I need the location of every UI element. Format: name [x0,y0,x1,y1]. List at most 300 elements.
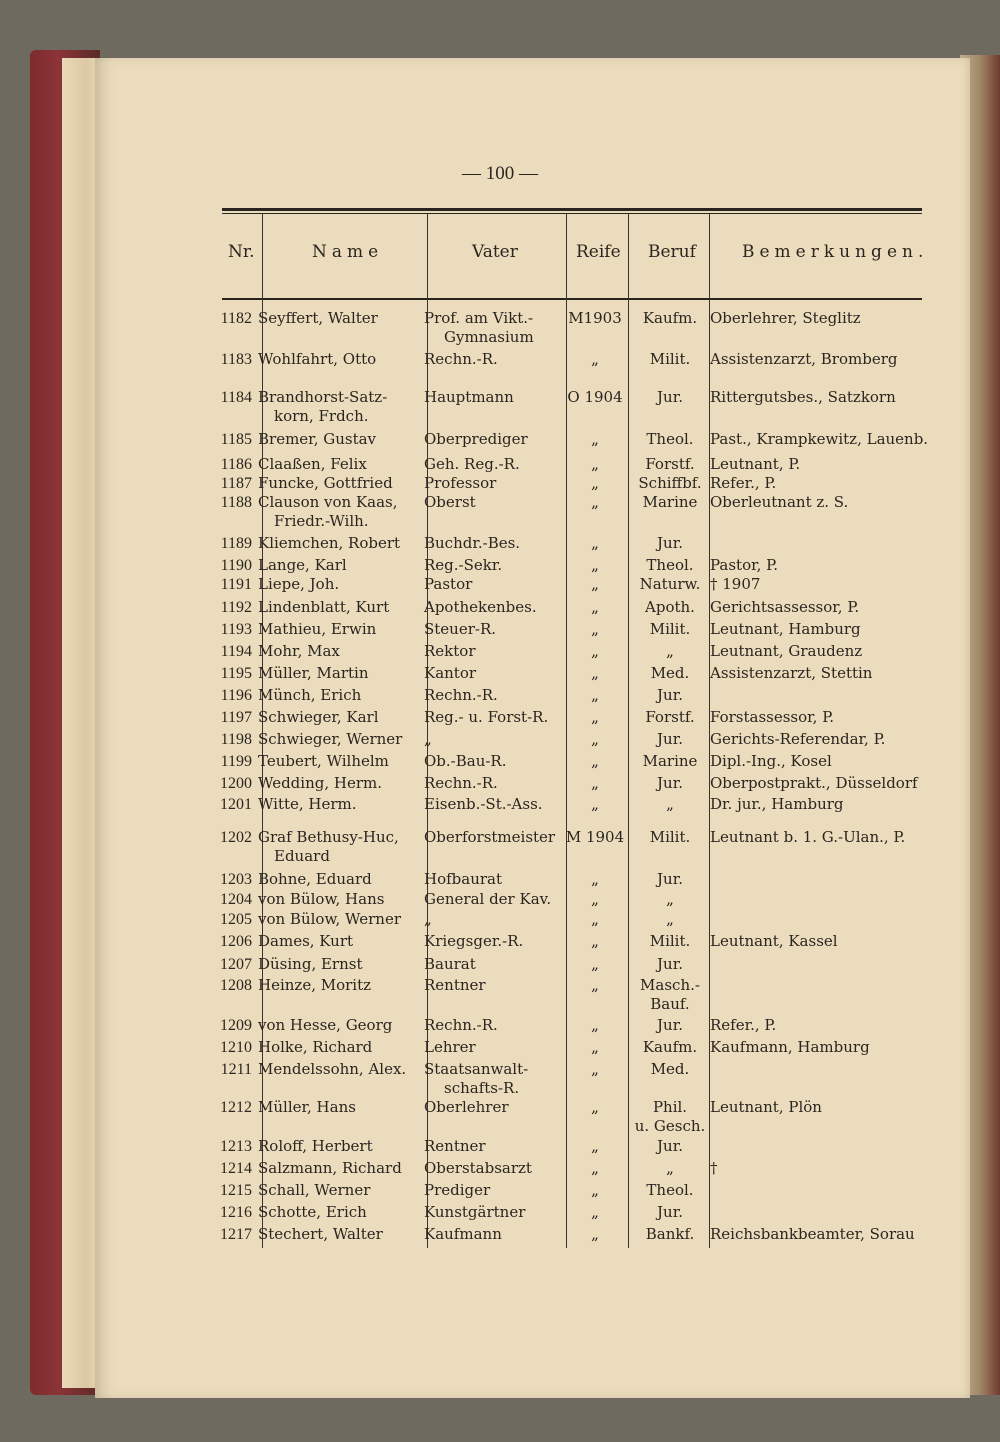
row-reife-text: „ [591,642,599,660]
table-row [0,1137,1000,1157]
row-name-text: Roloff, Herbert [258,1137,373,1155]
row-father-text: Oberlehrer [424,1098,509,1116]
row-father-text: General der Kav. [424,890,552,908]
header-beruf: Beruf [648,242,696,262]
row-father [424,1137,486,1156]
row-reife-text: „ [591,620,599,638]
row-reife [562,828,628,847]
row-occupation [630,870,710,889]
row-number-text: 1184 [220,389,252,406]
row-father-text: Rentner [424,976,486,994]
row-reife-text: „ [591,1181,599,1199]
row-number-text: 1204 [220,891,252,908]
row-remarks [710,642,862,661]
row-father-text: „ [424,910,432,928]
row-remarks [710,1098,822,1117]
row-number-text: 1214 [220,1160,252,1177]
row-reife [562,1203,628,1222]
row-number-text: 1183 [220,351,252,368]
row-father-text: Prediger [424,1181,491,1199]
row-occupation-text: Theol. [646,430,694,448]
row-father [424,795,543,814]
row-number-text: 1209 [220,1017,252,1034]
row-occupation [630,686,710,705]
row-name [258,534,400,553]
table-row [0,493,1000,530]
row-remarks-text: Dr. jur., Hamburg [710,795,844,813]
row-father [424,474,496,493]
row-remarks-text: Oberpostprakt., Düsseldorf [710,774,918,792]
row-name [258,664,369,683]
row-father-text: Lehrer [424,1038,476,1056]
row-occupation [630,1203,710,1222]
row-number [200,309,252,328]
row-number [200,388,252,407]
row-name-text: Witte, Herm. [258,795,357,813]
row-father-text: Kriegsger.-R. [424,932,524,950]
row-remarks-text: Leutnant b. 1. G.-Ulan., P. [710,828,906,846]
table-row [0,1060,1000,1097]
row-father-continuation: schafts-R. [444,1079,520,1097]
table-row [0,1181,1000,1201]
row-occupation-text: Masch.- [640,976,700,994]
row-remarks [710,309,861,328]
row-occupation [630,1159,710,1178]
row-name-text: Schotte, Erich [258,1203,367,1221]
row-father [424,1181,490,1200]
row-number-text: 1205 [220,911,252,928]
row-remarks [710,1016,776,1035]
row-remarks-text: Assistenzarzt, Stettin [710,664,873,682]
row-number-text: 1192 [220,599,252,616]
row-reife [562,1038,628,1057]
row-name-text: Stechert, Walter [258,1225,383,1243]
row-remarks [710,388,896,407]
row-name-text: Salzmann, Richard [258,1159,402,1177]
row-reife [562,350,628,369]
row-occupation [630,620,710,639]
table-row [0,430,1000,450]
row-father-text: Buchdr.-Bes. [424,534,521,552]
row-reife [562,534,628,553]
row-occupation [630,430,710,449]
row-number-text: 1196 [220,687,252,704]
row-name-text: Liepe, Joh. [258,575,340,593]
row-number-text: 1186 [220,456,252,473]
table-row [0,955,1000,975]
row-father [424,388,514,407]
table-row [0,708,1000,728]
row-number [200,910,252,929]
table-row [0,730,1000,750]
row-number-text: 1210 [220,1039,252,1056]
row-father [424,828,555,847]
row-occupation-text: Jur. [657,870,683,888]
row-name-text: Wohlfahrt, Otto [258,350,377,368]
row-number [200,870,252,889]
row-number-text: 1217 [220,1226,252,1243]
row-father [424,309,534,347]
row-reife [562,686,628,705]
row-father-text: Rektor [424,642,476,660]
row-remarks-text: Leutnant, P. [710,455,801,473]
row-occupation [630,1016,710,1035]
row-reife-text: „ [591,686,599,704]
row-name [258,1016,392,1035]
row-number [200,1060,252,1079]
row-occupation-text: Jur. [657,1203,683,1221]
row-reife-text: „ [591,575,599,593]
row-remarks-text: † 1907 [710,575,761,593]
header-vater: Vater [472,242,518,262]
row-number-text: 1203 [220,871,252,888]
row-reife-text: „ [591,976,599,994]
row-father [424,1203,525,1222]
row-name [258,430,376,449]
row-number [200,455,252,474]
row-name [258,309,378,328]
row-remarks-text: Gerichts-Referendar, P. [710,730,886,748]
row-occupation [630,752,710,771]
row-occupation [630,575,710,594]
row-number [200,575,252,594]
row-reife-text: „ [591,598,599,616]
row-name-text: Mohr, Max [258,642,340,660]
row-reife-text: „ [591,493,599,511]
row-occupation [630,309,710,328]
row-occupation [630,795,710,814]
row-occupation [630,598,710,617]
row-name-text: Müller, Martin [258,664,369,682]
row-reife [562,1137,628,1156]
row-reife-text: „ [591,664,599,682]
row-name-continuation: korn, Frdch. [274,407,369,425]
row-remarks [710,752,832,771]
row-name-text: Wedding, Herm. [258,774,382,792]
row-number [200,1137,252,1156]
row-name-text: Schwieger, Werner [258,730,403,748]
row-name-text: Holke, Richard [258,1038,373,1056]
table-row [0,686,1000,706]
table-row [0,556,1000,576]
row-reife [562,890,628,909]
table-row [0,664,1000,684]
row-reife-text: M 1904 [565,828,625,846]
row-occupation [630,976,710,1014]
row-number [200,1098,252,1117]
row-remarks-text: Gerichtsassessor, P. [710,598,860,616]
row-reife [562,910,628,929]
row-name [258,955,363,974]
row-name-text: Graf Bethusy-Huc, [258,828,399,846]
row-father-text: Pastor [424,575,473,593]
row-number [200,708,252,727]
row-reife-text: „ [591,1159,599,1177]
row-reife [562,575,628,594]
table-row [0,976,1000,1013]
row-name [258,1181,370,1200]
row-remarks [710,556,778,575]
row-father [424,642,476,661]
row-father [424,870,502,889]
row-remarks [710,575,760,594]
row-remarks-text: Rittergutsbes., Satzkorn [710,388,896,406]
row-reife [562,1060,628,1079]
row-remarks [710,493,848,512]
row-occupation [630,556,710,575]
row-name [258,642,340,661]
row-name-text: Funcke, Gottfried [258,474,393,492]
row-number-text: 1193 [220,621,252,638]
row-number [200,556,252,575]
row-occupation-text: Marine [642,493,698,511]
row-father-text: Reg.- u. Forst-R. [424,708,549,726]
row-number [200,730,252,749]
row-father-text: Oberprediger [424,430,528,448]
row-remarks-text: Oberleutnant z. S. [710,493,849,511]
row-occupation-text: Milit. [649,828,691,846]
row-occupation-text: Jur. [657,1137,683,1155]
row-father [424,455,520,474]
row-number-text: 1212 [220,1099,252,1116]
row-name-text: Brandhorst-Satz- [258,388,388,406]
header-bemerkungen: Bemerkungen. [742,242,929,262]
row-remarks [710,350,897,369]
row-number [200,493,252,512]
table-row [0,534,1000,554]
row-reife-text: „ [591,534,599,552]
row-father [424,598,537,617]
table-row [0,870,1000,890]
row-reife-text: „ [591,910,599,928]
row-remarks-text: Past., Krampkewitz, Lauenb. [710,430,929,448]
table-row [0,932,1000,952]
row-number [200,598,252,617]
row-name-text: Seyffert, Walter [258,309,378,327]
row-reife-text: „ [591,556,599,574]
row-father [424,890,551,909]
row-occupation-text: „ [666,795,674,813]
row-number-text: 1190 [220,557,252,574]
row-father-text: „ [424,730,432,748]
row-name-text: Münch, Erich [258,686,362,704]
row-name [258,730,402,749]
row-remarks [710,455,800,474]
row-reife-text: „ [591,752,599,770]
row-number-text: 1185 [220,431,252,448]
row-name-text: Lange, Karl [258,556,347,574]
row-reife-text: „ [591,708,599,726]
row-reife-text: „ [591,730,599,748]
row-name-text: Kliemchen, Robert [258,534,401,552]
row-father [424,350,498,369]
row-occupation [630,534,710,553]
row-name-text: Schwieger, Karl [258,708,379,726]
row-father-text: Kunstgärtner [424,1203,526,1221]
row-father-text: Rechn.-R. [424,686,498,704]
row-remarks-text: Kaufmann, Hamburg [710,1038,870,1056]
row-reife [562,430,628,449]
table-row [0,828,1000,865]
row-name-text: Bohne, Eduard [258,870,372,888]
row-reife [562,620,628,639]
row-number-text: 1189 [220,535,252,552]
row-father-text: Kantor [424,664,477,682]
row-reife-text: „ [591,1060,599,1078]
row-reife [562,1159,628,1178]
row-father [424,752,507,771]
row-reife [562,664,628,683]
row-reife [562,795,628,814]
row-reife [562,955,628,974]
table-row [0,774,1000,794]
row-remarks-text: Leutnant, Hamburg [710,620,861,638]
row-reife [562,1016,628,1035]
table-row [0,1098,1000,1135]
row-name-text: Mathieu, Erwin [258,620,377,638]
row-remarks-text: Leutnant, Graudenz [710,642,863,660]
row-reife [562,774,628,793]
row-name-text: von Hesse, Georg [258,1016,393,1034]
row-father-text: Ob.-Bau-R. [424,752,507,770]
row-number [200,828,252,847]
row-occupation-text: „ [666,642,674,660]
row-reife [562,932,628,951]
row-number-text: 1202 [220,829,252,846]
table-row [0,1159,1000,1179]
row-occupation-text: Bankf. [645,1225,695,1243]
row-occupation [630,664,710,683]
row-occupation [630,828,710,847]
table-row [0,642,1000,662]
row-occupation-text: Kaufm. [642,1038,698,1056]
row-occupation-continuation: Bauf. [650,995,690,1013]
row-reife-text: „ [591,955,599,973]
row-reife [562,870,628,889]
row-father [424,1016,498,1035]
row-father-text: Rechn.-R. [424,1016,498,1034]
row-number-text: 1198 [220,731,252,748]
row-reife [562,708,628,727]
row-occupation [630,774,710,793]
row-occupation [630,1098,710,1136]
row-name [258,556,347,575]
row-father-continuation: Gymnasium [444,328,534,346]
row-occupation-text: Marine [642,752,698,770]
table-row [0,1203,1000,1223]
row-remarks-text: Refer., P. [710,474,777,492]
row-reife-text: „ [591,870,599,888]
row-name-text: Heinze, Moritz [258,976,372,994]
row-father [424,976,486,995]
row-name [258,455,367,474]
table-row [0,1016,1000,1036]
table-row [0,474,1000,494]
row-number-text: 1199 [220,753,252,770]
row-name [258,575,339,594]
row-reife [562,309,628,328]
row-reife [562,1181,628,1200]
row-name-text: Teubert, Wilhelm [258,752,389,770]
row-remarks-text: Leutnant, Plön [710,1098,822,1116]
row-father [424,620,496,639]
row-name [258,1038,372,1057]
row-number [200,1016,252,1035]
row-number-text: 1206 [220,933,252,950]
row-name-continuation: Eduard [274,847,330,865]
row-reife-text: „ [591,455,599,473]
row-occupation-text: Milit. [649,932,691,950]
row-number [200,620,252,639]
row-remarks [710,474,776,493]
row-number [200,474,252,493]
row-remarks [710,828,905,847]
row-name [258,795,357,814]
table-row [0,598,1000,618]
row-reife [562,493,628,512]
row-occupation [630,493,710,512]
row-number-text: 1216 [220,1204,252,1221]
row-occupation-text: Med. [650,664,690,682]
row-occupation [630,1060,710,1079]
row-occupation [630,455,710,474]
row-remarks [710,795,844,814]
row-number-text: 1188 [220,494,252,511]
row-occupation [630,350,710,369]
table-row [0,890,1000,910]
row-name-text: Düsing, Ernst [258,955,363,973]
top-rule-thin [222,213,922,214]
row-reife-text: O 1904 [567,388,623,406]
row-number [200,534,252,553]
row-number-text: 1213 [220,1138,252,1155]
row-number [200,350,252,369]
row-father-text: Staatsanwalt- [424,1060,529,1078]
row-name [258,932,353,951]
row-number [200,686,252,705]
table-row [0,575,1000,595]
row-name [258,1098,356,1117]
row-occupation-text: Phil. [652,1098,688,1116]
row-name [258,474,393,493]
row-name [258,620,376,639]
row-remarks-text: † [710,1159,718,1177]
table-row [0,1038,1000,1058]
row-number-text: 1187 [220,475,252,492]
row-remarks-text: Forstassessor, P. [710,708,835,726]
table-row [0,620,1000,640]
row-number-text: 1182 [220,310,252,327]
row-name [258,388,387,426]
row-reife [562,388,628,407]
row-reife [562,556,628,575]
table-row [0,1225,1000,1245]
row-father-text: Oberstabsarzt [424,1159,532,1177]
row-occupation [630,474,710,493]
row-name-text: Müller, Hans [258,1098,356,1116]
row-name [258,686,361,705]
row-father-text: Rechn.-R. [424,774,498,792]
row-remarks-text: Pastor, P. [710,556,778,574]
table-row [0,309,1000,346]
row-reife-text: M1903 [568,309,622,327]
row-father [424,932,523,951]
header-reife: Reife [576,242,621,262]
row-reife [562,752,628,771]
row-name [258,1159,402,1178]
row-occupation [630,932,710,951]
row-occupation-text: Theol. [646,556,694,574]
